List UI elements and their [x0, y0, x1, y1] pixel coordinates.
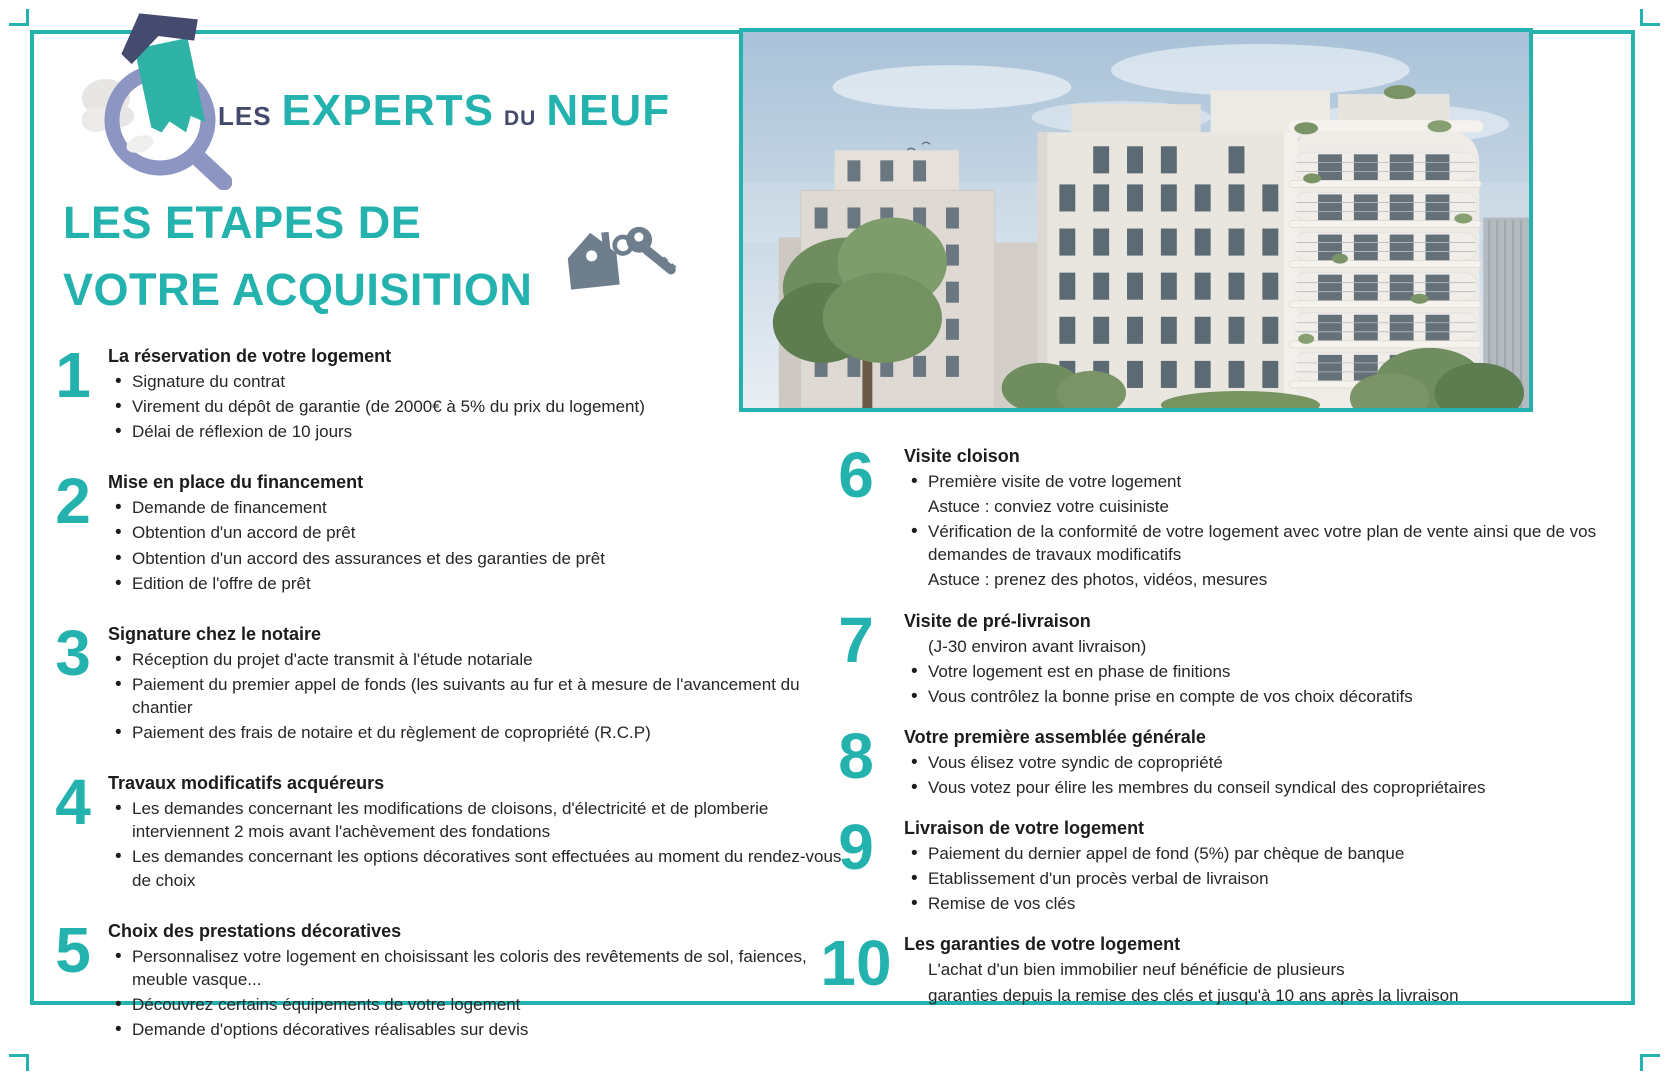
page-title-line1: LES ETAPES DE — [63, 197, 422, 248]
step-item: • Virement du dépôt de garantie (de 2000€ à 5% du prix du logement) — [108, 395, 864, 418]
step-number: 3 — [55, 616, 91, 689]
step-item: • Etablissement d'un procès verbal de livraison — [904, 867, 1598, 890]
corner-mark-top-left — [9, 9, 29, 26]
step-item: garanties depuis la remise des clés et jusqu'à 10 ans après la livraison — [928, 985, 1459, 1005]
step-7 — [814, 603, 1626, 710]
step-item: • Vous votez pour élire les membres du conseil syndical des copropriétaires — [904, 776, 1598, 799]
step-8 — [814, 719, 1626, 801]
step-item: • Vous élisez votre syndic de copropriété — [904, 751, 1598, 774]
step-10 — [814, 927, 1626, 1008]
step-item: • Edition de l'offre de prêt — [108, 572, 864, 595]
page-title-line2: VOTRE ACQUISITION — [63, 263, 533, 315]
step-item: • Les demandes concernant les modifications de cloisons, d'électricité et de plomberie interviennent 2 mois avant l'achèvement des fondations — [108, 797, 864, 843]
step-items — [904, 751, 1598, 799]
step-number: 10 — [820, 927, 892, 1000]
step-item: • Obtention d'un accord de prêt — [108, 521, 864, 544]
step-title: Les garanties de votre logement — [904, 934, 1181, 955]
step-item: • Découvrez certains équipements de votre logement — [108, 993, 864, 1016]
step-item: • Obtention d'un accord des assurances et des garanties de prêt — [108, 547, 864, 570]
magnifier-house-logo-icon — [82, 2, 232, 190]
step-number: 6 — [838, 439, 874, 511]
step-title: Visite cloison — [904, 446, 1020, 466]
step-item: • Paiement du dernier appel de fond (5%) par chèque de banque — [904, 842, 1598, 865]
step-title: La réservation de votre logement — [108, 346, 392, 366]
page-title — [63, 190, 532, 323]
corner-mark-bottom-left — [9, 1054, 29, 1071]
step-item: • Demande de financement — [108, 496, 864, 519]
step-item: • Vous contrôlez la bonne prise en compte de vos choix décoratifs — [904, 685, 1598, 708]
step-item: • Demande d'options décoratives réalisables sur devis — [108, 1018, 864, 1041]
step-items — [108, 496, 864, 594]
step-item: • Votre logement est en phase de finitions — [904, 660, 1598, 683]
step-6 — [814, 439, 1626, 594]
step-number: 4 — [55, 766, 91, 839]
step-number: 7 — [838, 603, 874, 676]
step-5 — [44, 913, 868, 1043]
step-item: • Délai de réflexion de 10 jours — [108, 420, 864, 443]
step-item: • Vérification de la conformité de votre logement avec votre plan de vente ainsi que de vos demandes de travaux modificatifs — [904, 520, 1598, 566]
logo-word-du: DU — [503, 107, 537, 130]
step-number: 2 — [55, 465, 91, 538]
step-item: (J-30 environ avant livraison) — [928, 636, 1147, 656]
step-9 — [814, 811, 1626, 917]
step-2 — [44, 465, 868, 596]
step-number: 8 — [838, 719, 874, 792]
step-title: Visite de pré-livraison — [904, 610, 1091, 631]
corner-mark-bottom-right — [1640, 1054, 1660, 1071]
step-title: Mise en place du financement — [108, 472, 364, 493]
step-item: • Les demandes concernant les options décoratives sont effectuées au moment du rendez-vous de choix — [108, 845, 864, 891]
keys-icon — [552, 210, 680, 306]
step-items — [904, 958, 1598, 1006]
step-3 — [44, 616, 868, 746]
step-item: • Remise de vos clés — [904, 892, 1598, 915]
step-items — [904, 635, 1598, 708]
step-number: 5 — [55, 913, 91, 986]
step-items — [108, 945, 864, 1041]
step-items — [108, 797, 864, 891]
step-4 — [44, 766, 868, 893]
step-title: Travaux modificatifs acquéreurs — [108, 773, 385, 794]
step-item: • Paiement des frais de notaire et du règlement de copropriété (R.C.P) — [108, 721, 864, 744]
step-title: Livraison de votre logement — [904, 818, 1145, 839]
step-item: Astuce : prenez des photos, vidéos, mesures — [928, 570, 1268, 590]
step-item: • Signature du contrat — [108, 370, 864, 393]
step-title: Choix des prestations décoratives — [108, 920, 402, 941]
corner-mark-top-right — [1640, 9, 1660, 26]
logo — [82, 2, 702, 192]
step-item: L'achat d'un bien immobilier neuf bénéficie de plusieurs — [928, 960, 1345, 980]
step-number: 1 — [55, 339, 91, 411]
logo-wordmark — [218, 86, 670, 136]
step-items — [904, 842, 1598, 915]
steps-column-right — [814, 439, 1626, 1026]
step-1 — [44, 339, 868, 445]
logo-word-neuf: NEUF — [546, 86, 671, 135]
step-title: Votre première assemblée générale — [904, 726, 1206, 747]
step-number: 9 — [838, 811, 874, 884]
step-items — [904, 470, 1598, 592]
step-items — [108, 370, 864, 443]
step-title: Signature chez le notaire — [108, 623, 322, 644]
step-item: • Première visite de votre logement — [904, 470, 1598, 493]
step-item: • Réception du projet d'acte transmit à l'étude notariale — [108, 648, 864, 671]
step-items — [108, 648, 864, 744]
logo-word-les: LES — [218, 101, 272, 131]
step-item: • Personnalisez votre logement en choisissant les coloris des revêtements de sol, faiences, meuble vasque... — [108, 945, 864, 991]
step-item: Astuce : conviez votre cuisiniste — [928, 497, 1169, 517]
steps-column-left — [44, 339, 868, 1070]
logo-word-experts: EXPERTS — [281, 86, 494, 135]
step-item: • Paiement du premier appel de fonds (les suivants au fur et à mesure de l'avancement du chantier — [108, 673, 864, 719]
